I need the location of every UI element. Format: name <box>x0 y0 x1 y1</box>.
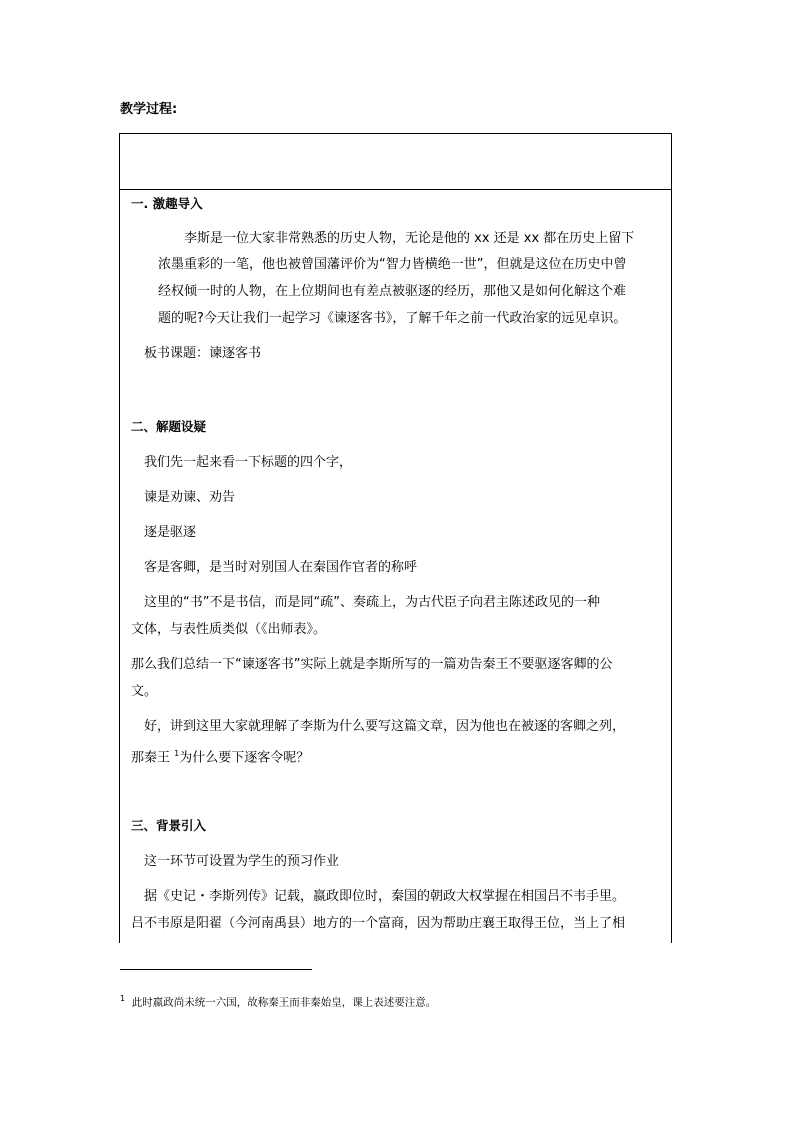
footnote-separator <box>120 969 312 970</box>
lesson-table <box>119 133 672 943</box>
paragraph-line: 题的呢?今天让我们一起学习《谏逐客书》，了解千年之前一代政治家的远见卓识。 <box>158 311 627 326</box>
paragraph-line: 那么我们总结一下“谏逐客书”实际上就是李斯所写的一篇劝告秦王不要驱逐客卿的公 <box>131 657 613 672</box>
paragraph-line: 吕不韦原是阳翟（今河南禹县）地方的一个富商，因为帮助庄襄王取得王位，当上了相 <box>131 916 626 931</box>
section-title-intro: 一. 激趣导入 <box>131 196 203 211</box>
section-title-background: 三、背景引入 <box>131 818 207 833</box>
footnote-mark: 1 <box>120 994 126 1003</box>
board-topic-line: 板书课题：谏逐客书 <box>144 346 262 361</box>
paragraph-line: 这一环节可设置为学生的预习作业 <box>144 854 340 869</box>
lesson-content-cell <box>120 190 671 943</box>
page-heading: 教学过程: <box>120 102 178 117</box>
paragraph-line: 据《史记・李斯列传》记载，嬴政即位时，秦国的朝政大权掌握在相国吕不韦手里。 <box>144 889 626 904</box>
footnote-reference: 1 <box>174 749 180 758</box>
paragraph-line: 好，讲到这里大家就理解了李斯为什么要写这篇文章，因为他也在被逐的客卿之列， <box>144 719 626 734</box>
paragraph-line: 我们先一起来看一下标题的四个字， <box>144 455 353 470</box>
paragraph-text: 为什么要下逐客令呢？ <box>179 750 310 766</box>
paragraph-line: 谏是劝谏、劝告 <box>144 490 236 505</box>
paragraph-line: 这里的“书”不是书信，而是同“疏”、奏疏上，为古代臣子向君主陈述政见的一种 <box>144 595 600 610</box>
paragraph-line: 经权倾一时的人物，在上位期间也有差点被驱逐的经历，那他又是如何化解这个难 <box>158 284 627 299</box>
paragraph-line: 文体，与表性质类似（《出师表》。 <box>131 622 327 637</box>
footnote-text: 此时嬴政尚未统一六国，故称秦王而非秦始皇，课上表述要注意。 <box>131 996 437 1009</box>
paragraph-line: 李斯是一位大家非常熟悉的历史人物，无论是他的 xx 还是 xx 都在历史上留下 <box>184 231 635 246</box>
paragraph-line: 文。 <box>131 684 158 699</box>
paragraph-text: 那秦王 <box>131 750 171 766</box>
paragraph-line: 浓墨重彩的一笔，他也被曾国藩评价为“智力皆横绝一世”，但就是这位在历史中曾 <box>158 257 627 272</box>
paragraph-line: 客是客卿，是当时对别国人在秦国作官者的称呼 <box>144 560 418 575</box>
footnote <box>120 992 436 1010</box>
section-title-analysis: 二、解题设疑 <box>131 419 207 434</box>
paragraph-line: 逐是驱逐 <box>144 525 197 540</box>
paragraph-line <box>131 745 309 767</box>
table-empty-row <box>120 134 671 190</box>
